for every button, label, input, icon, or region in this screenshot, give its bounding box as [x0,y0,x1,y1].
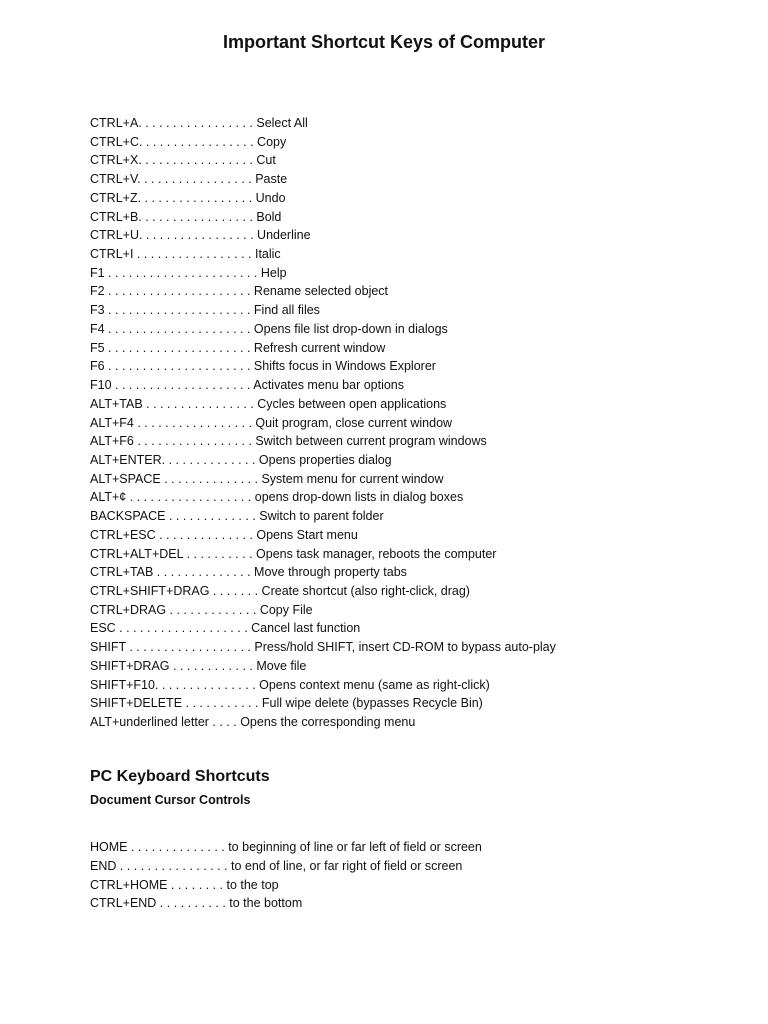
list-item: CTRL+HOME . . . . . . . . to the top [90,877,279,892]
list-item: SHIFT+F10. . . . . . . . . . . . . . . Opens context menu (same as right-click) [90,677,490,692]
list-item: F5 . . . . . . . . . . . . . . . . . . . . . Refresh current window [90,340,386,355]
cursor-controls-list [90,838,482,913]
list-item: F3 . . . . . . . . . . . . . . . . . . . . . Find all files [90,303,320,318]
list-item: ALT+underlined letter . . . . Opens the corresponding menu [90,715,416,729]
list-item: CTRL+I . . . . . . . . . . . . . . . . . Italic [90,247,281,262]
list-item: CTRL+SHIFT+DRAG . . . . . . . Create shortcut (also right-click, drag) [90,583,470,598]
list-item: SHIFT+DELETE . . . . . . . . . . . Full wipe delete (bypasses Recycle Bin) [90,696,483,711]
document-title: Important Shortcut Keys of Computer [222,32,545,52]
shortcut-list [90,114,556,732]
list-item: CTRL+C. . . . . . . . . . . . . . . . . Copy [90,134,287,149]
list-item: F10 . . . . . . . . . . . . . . . . . . . . Activates menu bar options [90,378,405,393]
list-item: SHIFT+DRAG . . . . . . . . . . . . Move file [90,658,307,673]
list-item: ALT+F6 . . . . . . . . . . . . . . . . . Switch between current program windows [90,434,487,449]
list-item: CTRL+X. . . . . . . . . . . . . . . . . Cut [90,153,276,168]
list-item: CTRL+TAB . . . . . . . . . . . . . . Move through property tabs [90,565,407,580]
list-item: SHIFT . . . . . . . . . . . . . . . . . . Press/hold SHIFT, insert CD-ROM to bypass auto-play [90,640,556,655]
list-item: CTRL+Z. . . . . . . . . . . . . . . . . Undo [90,190,286,205]
list-item: F1 . . . . . . . . . . . . . . . . . . . . . . Help [90,265,287,280]
subsection-heading: Document Cursor Controls [90,793,251,807]
list-item: F6 . . . . . . . . . . . . . . . . . . . . . Shifts focus in Windows Explorer [90,359,436,374]
list-item: ALT+F4 . . . . . . . . . . . . . . . . . Quit program, close current window [90,415,453,430]
list-item: HOME . . . . . . . . . . . . . . to beginning of line or far left of field or screen [90,840,482,854]
list-item: CTRL+A. . . . . . . . . . . . . . . . . Select All [90,116,308,130]
list-item: F2 . . . . . . . . . . . . . . . . . . . . . Rename selected object [90,284,389,299]
list-item: CTRL+V. . . . . . . . . . . . . . . . . Paste [90,172,288,187]
list-item: END . . . . . . . . . . . . . . . . to end of line, or far right of field or screen [90,858,463,873]
list-item: CTRL+B. . . . . . . . . . . . . . . . . Bold [90,209,282,224]
list-item: CTRL+ESC . . . . . . . . . . . . . . Opens Start menu [90,527,358,542]
section-heading: PC Keyboard Shortcuts [90,768,270,785]
list-item: ALT+SPACE . . . . . . . . . . . . . . System menu for current window [90,471,444,486]
list-item: CTRL+U. . . . . . . . . . . . . . . . . Underline [90,228,311,243]
list-item: ESC . . . . . . . . . . . . . . . . . . . Cancel last function [90,621,361,636]
list-item: CTRL+ALT+DEL . . . . . . . . . . Opens task manager, reboots the computer [90,546,497,561]
list-item: ALT+ENTER. . . . . . . . . . . . . . Opens properties dialog [90,452,392,467]
list-item: BACKSPACE . . . . . . . . . . . . . Switch to parent folder [90,509,384,524]
list-item: ALT+TAB . . . . . . . . . . . . . . . . Cycles between open applications [90,396,447,411]
list-item: CTRL+END . . . . . . . . . . to the bottom [90,896,303,911]
list-item: ALT+¢ . . . . . . . . . . . . . . . . . . opens drop-down lists in dialog boxes [90,490,464,505]
list-item: CTRL+DRAG . . . . . . . . . . . . . Copy File [90,602,313,617]
list-item: F4 . . . . . . . . . . . . . . . . . . . . . Opens file list drop-down in dialogs [90,321,448,336]
